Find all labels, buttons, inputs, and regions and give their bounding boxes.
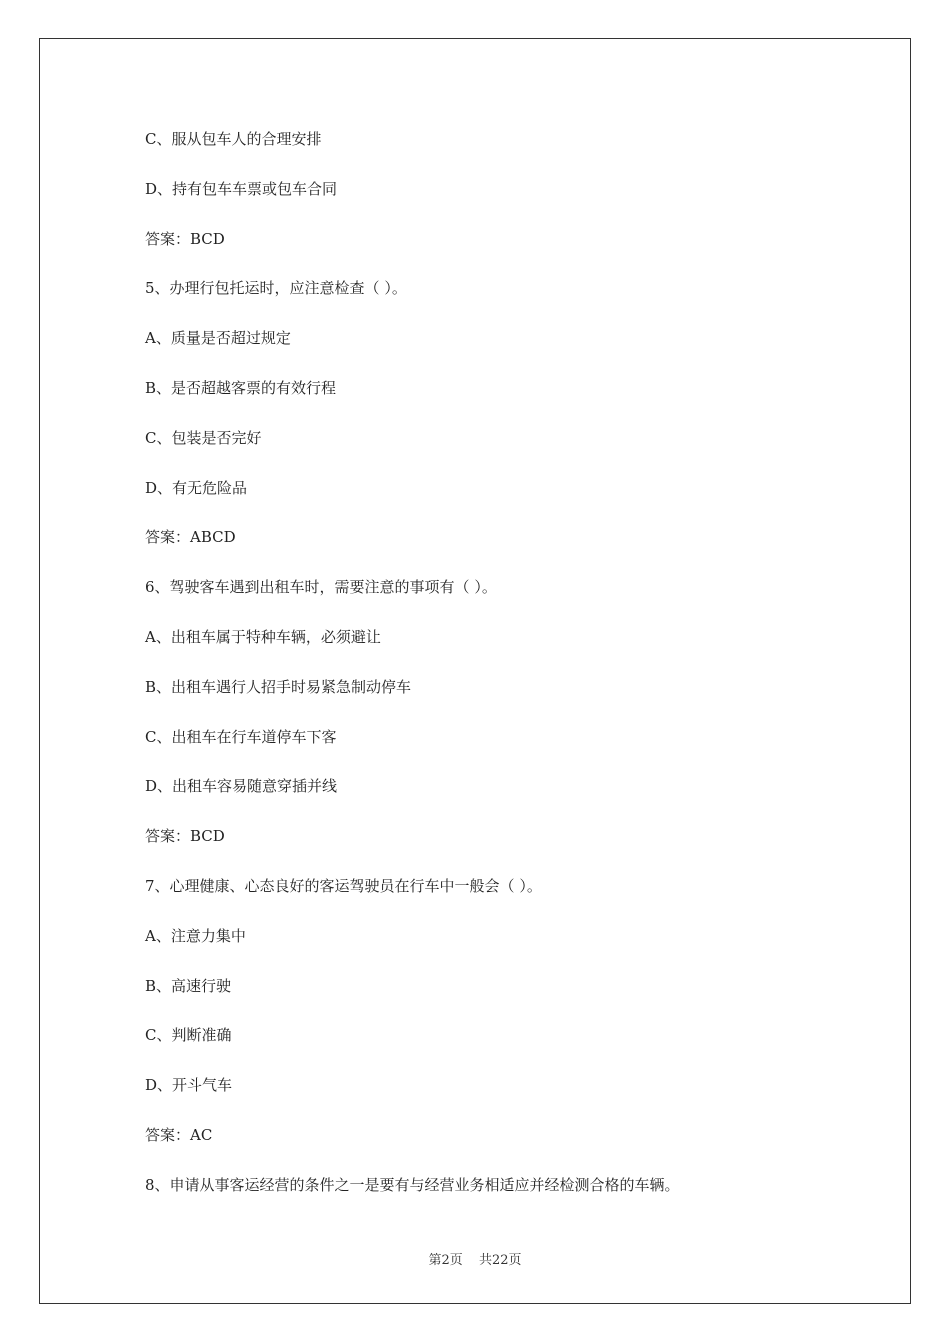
page-number: 第2页 xyxy=(428,1253,463,1268)
option-line: C、判断准确 xyxy=(145,1026,232,1045)
answer-line: 答案：BCD xyxy=(145,229,225,248)
question-line: 6、驾驶客车遇到出租车时，需要注意的事项有（ ）。 xyxy=(145,578,497,597)
document-body xyxy=(145,127,845,1223)
option-line: A、出租车属于特种车辆，必须避让 xyxy=(145,627,381,646)
option-line: B、高速行驶 xyxy=(145,976,232,995)
page-footer xyxy=(0,1249,950,1268)
page-total: 共22页 xyxy=(478,1253,522,1268)
option-line: C、包装是否完好 xyxy=(145,428,262,447)
option-line: D、有无危险品 xyxy=(145,478,248,497)
option-line: D、开斗气车 xyxy=(145,1076,233,1095)
question-line: 8、申请从事客运经营的条件之一是要有与经营业务相适应并经检测合格的车辆。 xyxy=(145,1175,680,1194)
option-line: B、出租车遇行人招手时易紧急制动停车 xyxy=(145,677,412,696)
option-line: D、出租车容易随意穿插并线 xyxy=(145,777,338,796)
option-line: A、质量是否超过规定 xyxy=(145,329,291,348)
option-line: D、持有包车车票或包车合同 xyxy=(145,179,338,198)
option-line: C、出租车在行车道停车下客 xyxy=(145,727,337,746)
option-line: C、服从包车人的合理安排 xyxy=(145,130,322,148)
option-line: B、是否超越客票的有效行程 xyxy=(145,378,337,397)
option-line: A、注意力集中 xyxy=(145,926,246,945)
question-line: 5、办理行包托运时，应注意检查（ ）。 xyxy=(145,279,407,298)
answer-line: 答案：ABCD xyxy=(145,528,236,547)
answer-line: 答案：BCD xyxy=(145,827,225,846)
answer-line: 答案：AC xyxy=(145,1125,213,1144)
question-line: 7、心理健康、心态良好的客运驾驶员在行车中一般会（ ）。 xyxy=(145,876,542,895)
